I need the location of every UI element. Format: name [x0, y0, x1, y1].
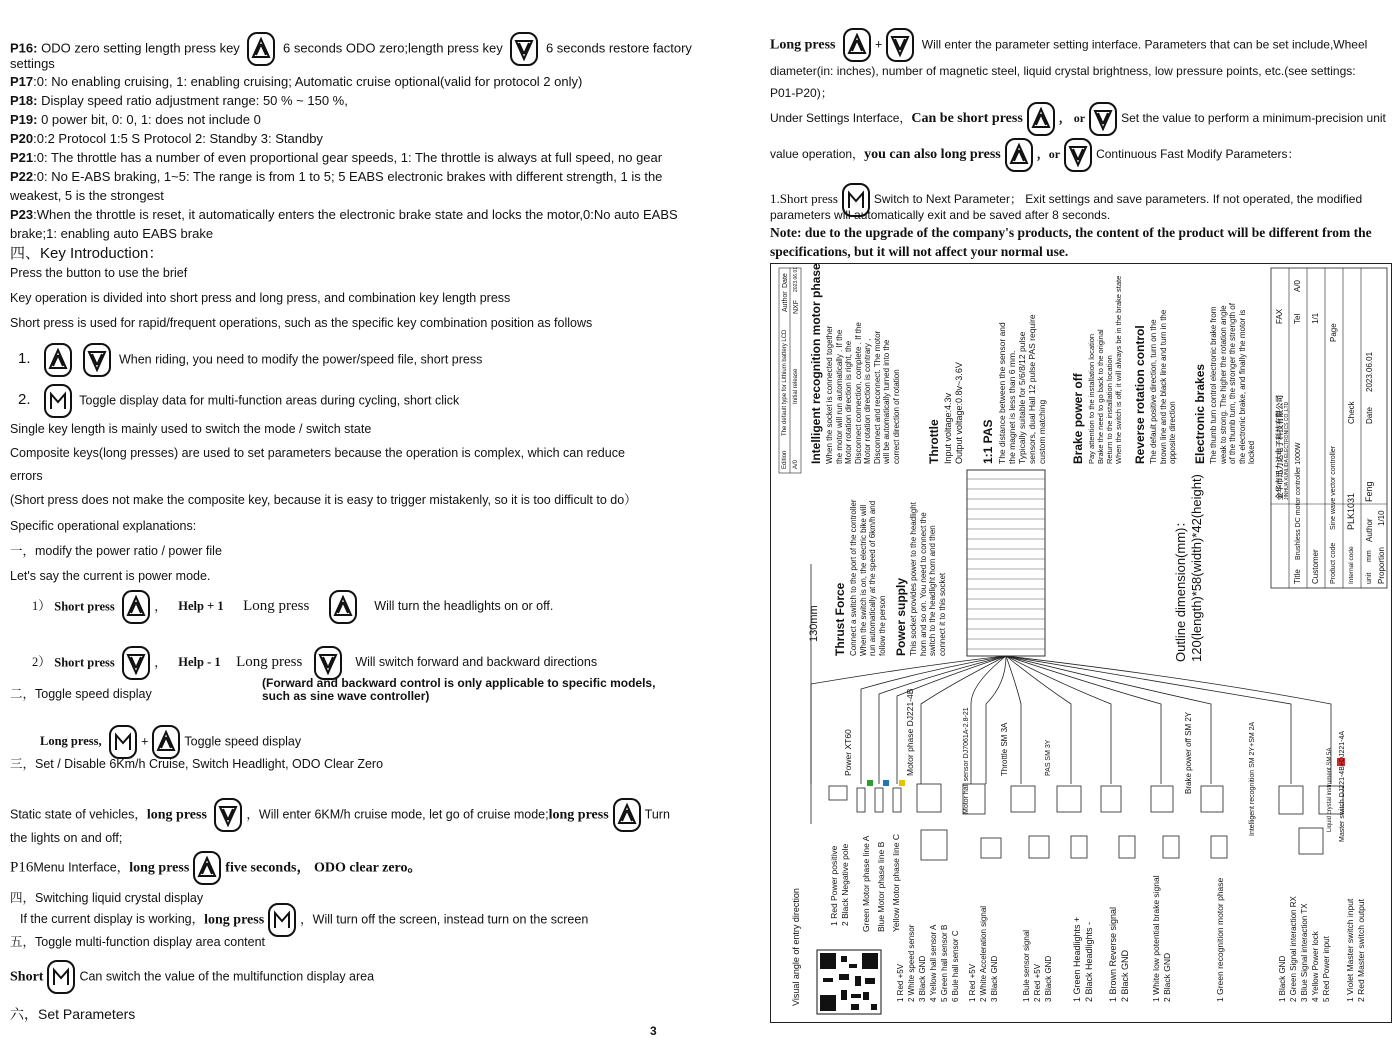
- row-lcd: If the current display is working，long press ，Will turn off the screen, instead turn on the screen: [10, 903, 588, 937]
- down-key-icon: [1064, 138, 1092, 172]
- mode-key-icon: [47, 960, 75, 994]
- down-key-icon: [83, 343, 111, 377]
- reverse-title: Reverse rotation control: [1133, 325, 1147, 464]
- power-text: This socket provides power to the headlight horn and so on. You need to connect the switch to the headlight horn and then connect it to this socket: [909, 502, 947, 656]
- unit-value: mm: [1366, 550, 1373, 562]
- pin-list-reverse: 1 Brown Reverse signal 2 Black GND: [1108, 906, 1130, 1002]
- wire-label: Brake power off SM 2Y: [1184, 711, 1193, 794]
- note-line: (Forward and backward control is only applicable to specific models,: [262, 676, 656, 690]
- pin-list-power: 1 Red Power positive 2 Black Negative pole: [829, 843, 850, 926]
- text-line: Press the button to use the brief: [10, 266, 188, 280]
- edition-label: Edition: [782, 450, 788, 469]
- pin-list-lcd: 1 Black GND 2 Green Signal interaction RX 3 Blue Signal interaction TX 4 Yellow Power lock 5 Red Power input: [1278, 896, 1331, 1002]
- section-toggle-speed: 二，Toggle speed display: [10, 687, 152, 701]
- visual-angle-label: Visual angle of entry direction: [791, 888, 801, 1006]
- internal-label: Internal code: [1348, 546, 1355, 584]
- row-short-press: 1.Short press Switch to Next Parameter； Exit settings and save parameters. If not operated, the modified: [770, 183, 1362, 217]
- note-line: specifications, but it will not affect your normal use.: [770, 244, 1069, 259]
- p20-line: P20:0:2 Protocol 1:5 S Protocol 2: Standby 3: Standby: [10, 131, 323, 146]
- item-1: 1. When riding, you need to modify the power/speed file, short press: [10, 343, 482, 377]
- internal-value: PLK1031: [1346, 492, 1356, 530]
- p16-cont: settings: [10, 56, 55, 71]
- author-label: Author: [1365, 518, 1374, 542]
- row-short-mode: Short Can switch the value of the multifunction display area: [10, 960, 374, 994]
- pin-list-hall: 1 Red +5V 2 White speed sensor 3 Black GND 4 Yellow hall sensor A 5 Green hall sensor B 6 Bule hall sensor C: [896, 924, 960, 1002]
- text-line: the lights on and off;: [10, 831, 123, 845]
- edition-value: Initial release: [793, 368, 799, 404]
- customer-label: Customer: [1311, 549, 1320, 584]
- pin-list-headlight: 1 Green Headlights + 2 Black Headlights -: [1072, 916, 1094, 1002]
- date-value: 2023.06.01: [1365, 351, 1374, 392]
- title-label: Title: [1293, 569, 1302, 584]
- proportion-value: 1/10: [1377, 510, 1386, 526]
- edition-value: NXF: [793, 300, 800, 314]
- p21-line: P21:0: The throttle has a number of even proportional gear speeds, 1: The throttle is always at full speed, no gear: [10, 150, 663, 165]
- section-cruise: 三，Set / Disable 6Km/h Cruise, Switch Headlight, ODO Clear Zero: [10, 757, 384, 771]
- row-short-up: 1） Short press ， Help + 1 Long press Will turn the headlights on or off.: [10, 590, 553, 624]
- p16-line: P16: ODO zero setting length press key 6 seconds ODO zero;length press key 6 seconds restore factory: [10, 32, 692, 66]
- pas-title: 1:1 PAS: [981, 419, 995, 464]
- up-key-icon: [247, 32, 275, 66]
- p18-line: P18: Display speed ratio adjustment range: 50 % ~ 150 %,: [10, 93, 348, 108]
- wire-label: Liquid crystal instrument SM 5A: [1327, 747, 1333, 832]
- row-p16-menu: P16Menu Interface，long press five seconds， ODO clear zero。: [10, 851, 422, 885]
- wire-label: Motor hall sensor DJ7061A-2.8-21: [963, 707, 970, 814]
- text-line: Specific operational explanations:: [10, 519, 197, 533]
- section-key-intro: 四、Key Introduction：: [10, 245, 164, 262]
- p19-line: P19: 0 power bit, 0: 0, 1: does not include 0: [10, 112, 261, 127]
- pin-list-pas: 1 Bule sensor signal 2 Red +5V 3 Black GND: [1022, 929, 1053, 1002]
- fax-label: FAX: [1275, 308, 1284, 324]
- brake-title: Brake power off: [1071, 373, 1085, 464]
- p22-line: P22:0: No E-ABS braking, 1~5: The range is from 1 to 5; 5 EABS electronic brakes with different strength, 1 is the: [10, 169, 663, 184]
- tel-label: Tel: [1293, 313, 1302, 324]
- up-key-icon: [1005, 138, 1033, 172]
- up-key-icon: [44, 343, 72, 377]
- up-key-icon: [1027, 102, 1055, 136]
- text-line: Short press is used for rapid/frequent operations, such as the specific key combination position as follows: [10, 316, 593, 330]
- up-key-icon: [122, 590, 150, 624]
- up-key-icon: [613, 798, 641, 832]
- page-value: 1/1: [1311, 312, 1320, 324]
- down-key-icon: [1089, 102, 1117, 136]
- title-value: Brushless DC motor controller 1000W: [1295, 442, 1302, 560]
- version-value: A/0: [1293, 279, 1302, 292]
- text-line: (Short press does not make the composite key, because it is easy to trigger mistakenly, so it is too difficult to do）: [10, 493, 637, 507]
- ebrake-text: The thumb turn control electronic brake from weak to strong. The higher the rotation angle of the thumb turn, the stronger the strength of the electronic brake, and finally the motor is locked: [1209, 303, 1256, 464]
- down-key-icon: [510, 32, 538, 66]
- company-name: 金华市迅力达电子科技有限公司: [1275, 395, 1284, 500]
- mode-key-icon: [44, 384, 72, 418]
- row-short-down: 2） Short press ， Help - 1 Long press Will switch forward and backward directions: [10, 646, 597, 680]
- throttle-title: Throttle: [927, 419, 941, 464]
- p23-cont: brake;1: enabling auto EABS brake: [10, 226, 214, 241]
- wire-label: Motor phase DJ221-4B: [905, 688, 915, 776]
- pas-text: The distance between the sensor and the magnet is less than 6 mm. Typically suitable for 5/6/8/12 pulse sensors, dual Hall 12 pulse PAS require custom matching: [997, 314, 1047, 464]
- wiring-diagram: [770, 263, 1392, 1023]
- wire-label: Master switch DJ221-4B+DJ221-4A: [1339, 730, 1346, 842]
- thrust-text: Connect a switch to the port of the controller When the switch is on, the electric bike will run automatically at the speed of 6km/h and follow the person: [849, 499, 887, 656]
- text-line: Key operation is divided into short press and long press, and combination key length press: [10, 291, 511, 305]
- down-key-icon: [122, 646, 150, 680]
- pin-list-motor: Green Motor phase line A Blue Motor phase line B Yellow Motor phase line C: [861, 834, 901, 932]
- item-2: 2. Toggle display data for multi-function areas during cycling, short click: [10, 384, 459, 418]
- text-line: 一，modify the power ratio / power file: [10, 544, 222, 558]
- wire-label: Power XT60: [843, 729, 853, 776]
- proportion-label: Proportion: [1377, 547, 1386, 584]
- edition-value: A/0: [793, 459, 799, 469]
- product-value: Sine wave vector controller: [1330, 445, 1337, 530]
- pin-list-brake: 1 White low potential brake signal 2 Black GND: [1151, 875, 1172, 1002]
- text-line: P01-P20)；: [770, 86, 833, 100]
- text-line: errors: [10, 469, 43, 483]
- edition-label: The default type for Lithium battery LCD: [782, 329, 788, 436]
- note-line: such as sine wave controller): [262, 689, 430, 703]
- section-lcd: 四，Switching liquid crystal display: [10, 891, 204, 905]
- pin-list-throttle: 1 Red +5V 2 White Acceleration signal 3 Black GND: [968, 905, 999, 1002]
- product-label: Product code: [1330, 542, 1337, 584]
- motor-phase-block: Intelligent recognition motor phase: [809, 263, 823, 464]
- row-toggle-speed: Long press, + Toggle speed display: [10, 725, 301, 759]
- section-set-params: 六，Set Parameters: [10, 1006, 136, 1022]
- brake-text: Pay attention to the installation location Brake the need to go back to the original Return to the installation location When the switch is off, it will always be in the brake state: [1087, 275, 1123, 464]
- text-line: diameter(in: inches), number of magnetic steel, liquid crystal brightness, low pressure points, etc.(see settings:: [770, 64, 1356, 78]
- text-line: Composite keys(long presses) are used to set parameters because the operation is complex, which can reduce: [10, 446, 625, 460]
- unit-label: unit: [1366, 572, 1373, 584]
- row-under-settings: Under Settings Interface，Can be short press ， or Set the value to perform a minimum-precision unit: [770, 102, 1386, 136]
- company-name-en: JINHUA XUNLIDA ELECTRONICS CO.,LTD: [1284, 401, 1290, 500]
- page-number: 3: [650, 1024, 657, 1038]
- text-line: Single key length is mainly used to switch the mode / switch state: [10, 422, 372, 436]
- p22-cont: weakest, 5 is the strongest: [10, 188, 164, 203]
- note-line: Note: due to the upgrade of the company's products, the content of the product will be different from the: [770, 225, 1372, 240]
- thrust-title: Thrust Force: [833, 582, 847, 656]
- edition-label: Author: [782, 291, 789, 312]
- pin-list-switch: 1 Violet Master switch input 2 Red Master switch output: [1345, 898, 1366, 1002]
- throttle-text: Input voltage:4.3v Output voltage:0.8v~3.6V: [943, 362, 964, 464]
- pin-list-recognition: 1 Green recognition motor phase: [1215, 877, 1225, 1002]
- up-key-icon: [329, 590, 357, 624]
- down-key-icon: [214, 798, 242, 832]
- row-static: Static state of vehicles，long press ，Will enter 6KM/h cruise mode, let go of cruise mode;long press Turn: [10, 798, 670, 832]
- edition-label: Date: [782, 273, 789, 288]
- author-value: Feng: [1364, 481, 1374, 502]
- length-label: 130mm: [808, 605, 820, 642]
- p17-line: P17:0: No enabling cruising, 1: enabling cruising; Automatic cruise optional(valid for protocol 2 only): [10, 74, 583, 89]
- reverse-text: The default positive direction, turn on the brown line and the black line and turn in the opposite direction: [1149, 309, 1177, 464]
- down-key-icon: [886, 28, 914, 62]
- section-multifunction: 五，Toggle multi-function display area content: [10, 935, 265, 949]
- up-key-icon: [193, 851, 221, 885]
- outline-dimension: Outline dimension(mm)： 120(length)*58(width)*42(height): [1173, 474, 1204, 662]
- text-line: parameters will automatically exit and be saved after 8 seconds.: [770, 208, 1111, 222]
- row-value-op: value operation，you can also long press ，or Continuous Fast Modify Parameters：: [770, 138, 1299, 172]
- p23-line: P23:When the throttle is reset, it automatically enters the electronic brake state and locks the motor,0:No auto EABS: [10, 207, 678, 222]
- qr-code: [817, 950, 881, 1014]
- wire-label: PAS SM 3Y: [1045, 739, 1052, 776]
- text-line: Let's say the current is power mode.: [10, 569, 211, 583]
- mode-key-icon: [109, 725, 137, 759]
- wire-label: Intelligent recognition SM 2Y+SM 2A: [1249, 721, 1256, 836]
- up-key-icon: [843, 28, 871, 62]
- mode-key-icon: [268, 903, 296, 937]
- edition-value: 2023.06.01: [793, 266, 799, 292]
- page-label: Page: [1329, 323, 1338, 342]
- down-key-icon: [314, 646, 342, 680]
- row-long-press: Long press + Will enter the parameter setting interface. Parameters that can be set include,Wheel: [770, 28, 1367, 62]
- power-title: Power supply: [894, 577, 908, 656]
- up-key-icon: [152, 725, 180, 759]
- ebrake-title: Electronic brakes: [1193, 363, 1207, 464]
- wire-label: Throttle SM 3A: [1000, 722, 1009, 776]
- date-label: Date: [1365, 407, 1374, 424]
- motor-phase-text: When the socket is connected together the motor will run automatically . If the Motor rotation direction is right, the Disconnect connection, complete . If the Motor rotation direction is contrary , Disconnect and reconnect. The motor will be automatically turned into the correct direction of rotation: [825, 322, 901, 464]
- check-label: Check: [1347, 401, 1356, 424]
